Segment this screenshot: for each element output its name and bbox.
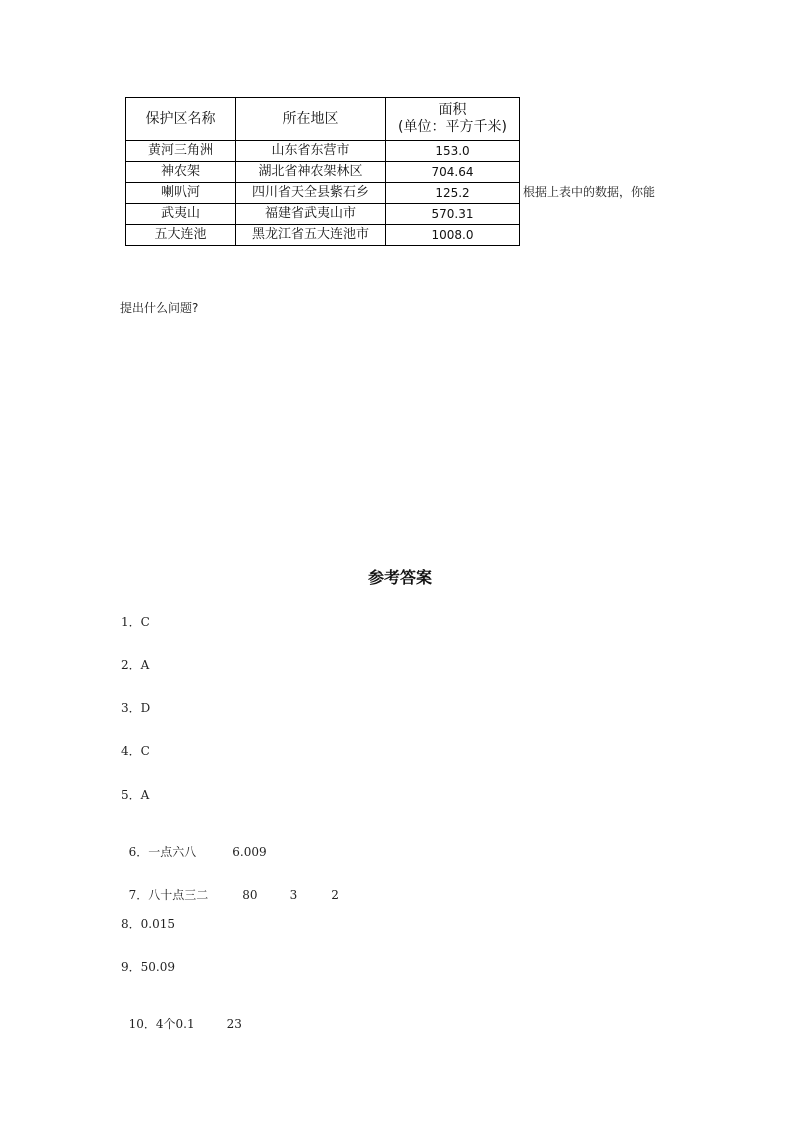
- cell-name: 五大连池: [126, 225, 236, 246]
- cell-region: 福建省武夷山市: [236, 204, 386, 225]
- answer-text: 6．一点六八: [128, 845, 197, 859]
- table-row: [126, 183, 520, 204]
- table-row: [126, 225, 520, 246]
- header-area-unit: (单位：平方千米): [398, 119, 507, 135]
- cell-area: 1008.0: [386, 225, 520, 246]
- header-region: 所在地区: [236, 98, 386, 141]
- header-name: 保护区名称: [126, 98, 236, 141]
- cell-name: 喇叭河: [126, 183, 236, 204]
- answer-item: [121, 656, 149, 673]
- answer-item: [121, 915, 175, 932]
- question-text: 根据上表中的数据，你能: [523, 185, 656, 199]
- answer-text: 8．0.015: [121, 917, 175, 931]
- answer-item: [121, 829, 267, 860]
- table-row: [126, 162, 520, 183]
- answer-extra: 3: [289, 888, 298, 902]
- cell-region: 四川省天全县紫石乡: [236, 183, 386, 204]
- cell-area: 570.31: [386, 204, 520, 225]
- data-table: [125, 97, 520, 246]
- question-continuation: 提出什么问题?: [120, 301, 199, 315]
- cell-area: 153.0: [386, 141, 520, 162]
- table-row: [126, 141, 520, 162]
- answer-item: [121, 613, 150, 630]
- answer-item: [121, 958, 175, 975]
- answers-title: 参考答案: [367, 568, 432, 587]
- answer-text: 3．D: [121, 701, 151, 715]
- table-row: [126, 204, 520, 225]
- answer-extra: 80: [242, 888, 258, 902]
- cell-area: 704.64: [386, 162, 520, 183]
- answer-item: [121, 786, 149, 803]
- table-header-row: [126, 98, 520, 141]
- answer-extra: 2: [331, 888, 339, 902]
- answer-item: [121, 1001, 242, 1032]
- header-area-title: 面积: [438, 102, 467, 118]
- header-area: [386, 98, 520, 141]
- cell-area: 125.2: [386, 183, 520, 204]
- answer-extra: 23: [226, 1017, 242, 1031]
- answer-text: 10．4个0.1: [128, 1017, 195, 1031]
- cell-region: 湖北省神农架林区: [236, 162, 386, 183]
- answer-text: 9．50.09: [121, 960, 175, 974]
- answer-item: [121, 742, 150, 759]
- cell-region: 黑龙江省五大连池市: [236, 225, 386, 246]
- answer-item: [121, 699, 150, 716]
- answer-item: [121, 872, 339, 903]
- cell-name: 神农架: [126, 162, 236, 183]
- cell-region: 山东省东营市: [236, 141, 386, 162]
- answer-text: 5．A: [121, 788, 150, 802]
- answer-text: 7．八十点三二: [128, 888, 209, 902]
- answer-text: 4．C: [121, 744, 150, 758]
- cell-name: 武夷山: [126, 204, 236, 225]
- cell-name: 黄河三角洲: [126, 141, 236, 162]
- answer-text: 2．A: [121, 658, 150, 672]
- answer-text: 1．C: [121, 615, 150, 629]
- answer-extra: 6.009: [232, 845, 267, 859]
